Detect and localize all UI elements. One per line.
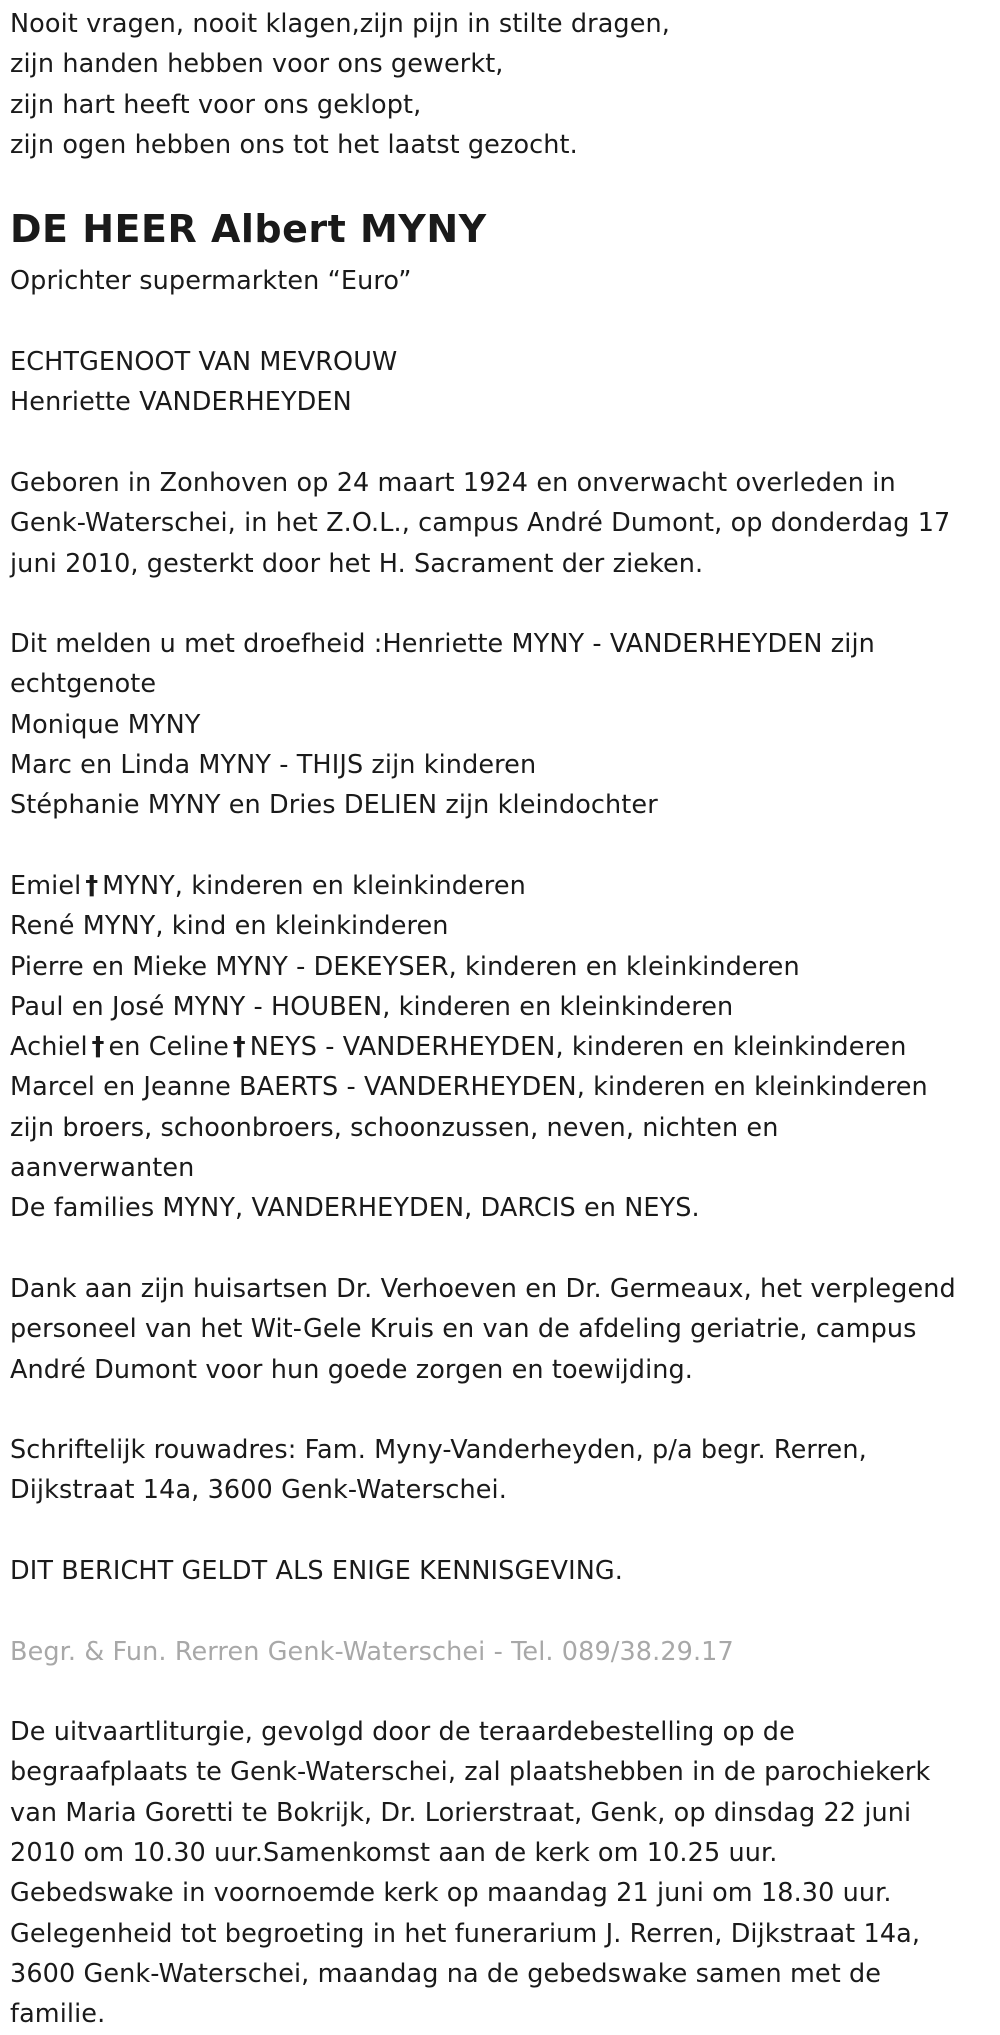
birth-death-block <box>10 463 990 584</box>
ceremony-line: begraafplaats te Genk-Waterschei, zal plaatshebben in de parochiekerk <box>10 1757 931 1788</box>
ceremony-line: Gebedswake in voornoemde kerk op maandag 21 juni om 18.30 uur. <box>10 1878 892 1909</box>
relative-broers: aanverwanten <box>10 1153 195 1184</box>
relative-name: Achiel <box>10 1032 88 1063</box>
ceremony-line: van Maria Goretti te Bokrijk, Dr. Lorierstraat, Genk, op dinsdag 22 juni <box>10 1797 912 1828</box>
ceremony-line: 2010 om 10.30 uur.Samenkomst aan de kerk om 10.25 uur. <box>10 1838 778 1869</box>
address-line: Schriftelijk rouwadres: Fam. Myny-Vanderheyden, p/a begr. Rerren, <box>10 1435 867 1466</box>
relative-name: en Celine <box>108 1032 229 1063</box>
notice-text: DIT BERICHT GELDT ALS ENIGE KENNISGEVING. <box>10 1555 623 1586</box>
birth-death-line: juni 2010, gesterkt door het H. Sacrament der zieken. <box>10 548 704 579</box>
address-block <box>10 1430 990 1511</box>
poem-line: zijn handen hebben voor ons gewerkt, <box>10 49 504 80</box>
notice-block <box>10 1551 990 1591</box>
relative-paul: Paul en José MYNY - HOUBEN, kinderen en kleinkinderen <box>10 991 734 1022</box>
relatives-block <box>10 866 990 1229</box>
funeral-home-block <box>10 1632 990 1672</box>
ceremony-line: De uitvaartliturgie, gevolgd door de teraardebestelling op de <box>10 1717 795 1748</box>
family-line: Dit melden u met droefheid :Henriette MYNY - VANDERHEYDEN zijn <box>10 629 875 660</box>
cross-icon: † <box>232 1032 246 1063</box>
spouse-label: ECHTGENOOT VAN MEVROUW <box>10 347 398 378</box>
relative-broers: zijn broers, schoonbroers, schoonzussen, neven, nichten en <box>10 1112 779 1143</box>
spouse-name: Henriette VANDERHEYDEN <box>10 387 352 418</box>
family-line: Monique MYNY <box>10 709 201 740</box>
relative-rene: René MYNY, kind en kleinkinderen <box>10 911 449 942</box>
poem-line: zijn ogen hebben ons tot het laatst gezocht. <box>10 129 578 160</box>
thanks-line: Dank aan zijn huisartsen Dr. Verhoeven en Dr. Germeaux, het verplegend <box>10 1273 956 1304</box>
relative-emiel <box>10 866 990 906</box>
family-line: Marc en Linda MYNY - THIJS zijn kinderen <box>10 750 537 781</box>
funeral-home-text: Begr. & Fun. Rerren Genk-Waterschei - Tel. 089/38.29.17 <box>10 1636 734 1667</box>
ceremony-line: Gelegenheid tot begroeting in het funerarium J. Rerren, Dijkstraat 14a, <box>10 1918 921 1949</box>
deceased-block <box>10 205 990 301</box>
relative-families: De families MYNY, VANDERHEYDEN, DARCIS en NEYS. <box>10 1193 700 1224</box>
thanks-line: personeel van het Wit-Gele Kruis en van de afdeling geriatrie, campus <box>10 1314 917 1345</box>
poem-line: Nooit vragen, nooit klagen,zijn pijn in stilte dragen, <box>10 9 670 39</box>
birth-death-line: Geboren in Zonhoven op 24 maart 1924 en onverwacht overleden in <box>10 467 896 498</box>
relative-marcel: Marcel en Jeanne BAERTS - VANDERHEYDEN, kinderen en kleinkinderen <box>10 1072 928 1103</box>
cross-icon: † <box>85 870 99 901</box>
ceremony-line: 3600 Genk-Waterschei, maandag na de gebedswake samen met de <box>10 1958 882 1989</box>
thanks-line: André Dumont voor hun goede zorgen en toewijding. <box>10 1354 694 1385</box>
poem-block <box>10 4 990 165</box>
relative-name: Emiel <box>10 870 82 901</box>
address-line: Dijkstraat 14a, 3600 Genk-Waterschei. <box>10 1475 507 1506</box>
family-line: Stéphanie MYNY en Dries DELIEN zijn kleindochter <box>10 790 658 821</box>
deceased-title: Oprichter supermarkten “Euro” <box>10 266 412 297</box>
relative-text: NEYS - VANDERHEYDEN, kinderen en kleinkinderen <box>249 1032 907 1063</box>
spouse-block <box>10 342 990 423</box>
cross-icon: † <box>91 1032 105 1063</box>
ceremony-line: familie. <box>10 1999 106 2030</box>
relative-achiel <box>10 1027 990 1067</box>
poem-line: zijn hart heeft voor ons geklopt, <box>10 89 422 120</box>
family-line: echtgenote <box>10 669 157 700</box>
thanks-block <box>10 1269 990 1390</box>
deceased-name: DE HEER Albert MYNY <box>10 207 487 252</box>
relative-text: MYNY, kinderen en kleinkinderen <box>102 870 526 901</box>
ceremony-block <box>10 1712 990 2034</box>
relative-pierre: Pierre en Mieke MYNY - DEKEYSER, kinderen en kleinkinderen <box>10 951 800 982</box>
family-block <box>10 624 990 825</box>
birth-death-line: Genk-Waterschei, in het Z.O.L., campus André Dumont, op donderdag 17 <box>10 508 951 539</box>
